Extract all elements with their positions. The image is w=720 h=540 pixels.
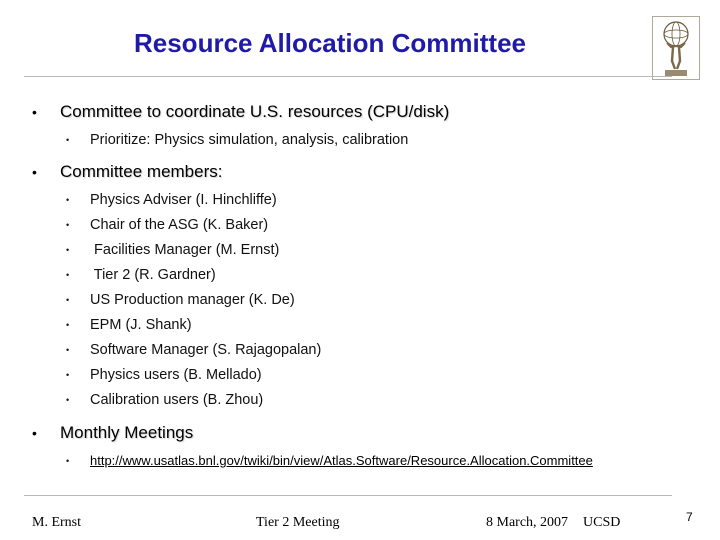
member-software-manager: Software Manager (S. Rajagopalan) [90, 342, 322, 358]
bullet-3: • [32, 425, 37, 441]
member-us-production-manager: US Production manager (K. De) [90, 292, 295, 308]
sub-bullet: • [66, 395, 70, 405]
member-physics-adviser: Physics Adviser (I. Hinchliffe) [90, 192, 277, 208]
sub-bullet: • [66, 345, 70, 355]
sub-bullet: • [66, 456, 70, 466]
sub-bullet: • [66, 195, 70, 205]
meeting-twiki-link[interactable]: http://www.usatlas.bnl.gov/twiki/bin/view/Atlas.Software/Resource.Allocation.Committee [90, 453, 593, 468]
slide-title: Resource Allocation Committee [133, 28, 526, 58]
bullet-1: • [32, 104, 37, 120]
member-epm: EPM (J. Shank) [90, 317, 192, 333]
footer-date: 8 March, 2007 [486, 515, 569, 530]
sub-item-prioritize: Prioritize: Physics simulation, analysis, calibration [90, 132, 409, 148]
footer-author: M. Ernst [32, 515, 81, 530]
sub-bullet: • [66, 245, 70, 255]
footer-location: UCSD [583, 515, 621, 530]
bullet-committee-coordinate: Committee to coordinate U.S. resources (CPU/disk) [60, 102, 450, 121]
sub-bullet: • [66, 135, 70, 145]
page-number: 7 [686, 510, 693, 524]
footer-event: Tier 2 Meeting [256, 515, 340, 530]
member-asg-chair: Chair of the ASG (K. Baker) [90, 217, 269, 233]
bullet-2: • [32, 164, 37, 180]
member-physics-users: Physics users (B. Mellado) [90, 367, 262, 383]
sub-bullet: • [66, 220, 70, 230]
member-calibration-users: Calibration users (B. Zhou) [90, 392, 264, 408]
member-tier2: Tier 2 (R. Gardner) [90, 267, 216, 283]
sub-bullet: • [66, 320, 70, 330]
sub-bullet: • [66, 370, 70, 380]
member-facilities-manager: Facilities Manager (M. Ernst) [90, 242, 280, 258]
bullet-monthly-meetings: Monthly Meetings [60, 423, 194, 442]
sub-bullet: • [66, 295, 70, 305]
sub-bullet: • [66, 270, 70, 280]
bullet-committee-members: Committee members: [60, 162, 223, 181]
